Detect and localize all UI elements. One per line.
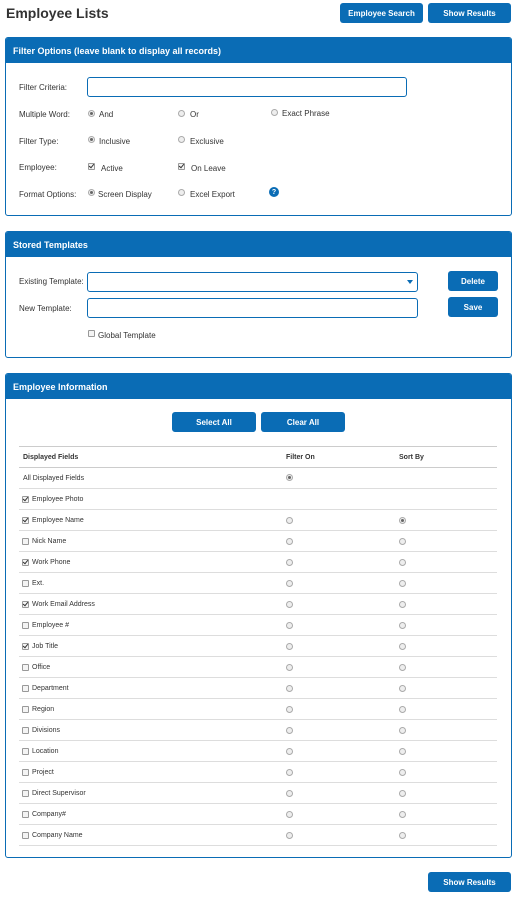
new-template-input[interactable] [87, 298, 418, 318]
sort-by-radio[interactable] [399, 559, 406, 566]
filter-on-radio[interactable] [286, 832, 293, 839]
format-screen-display-radio[interactable] [88, 189, 95, 196]
field-label: Company# [32, 811, 66, 818]
sort-by-radio[interactable] [399, 790, 406, 797]
save-template-button[interactable]: Save [448, 297, 498, 317]
help-question-icon[interactable]: ? [269, 187, 279, 197]
field-label: Company Name [32, 832, 83, 839]
filter-on-radio[interactable] [286, 811, 293, 818]
field-label: Employee Photo [32, 496, 84, 503]
multiple-word-label: Multiple Word: [19, 110, 70, 119]
sort-by-radio[interactable] [399, 769, 406, 776]
sort-by-radio[interactable] [399, 643, 406, 650]
new-template-label: New Template: [19, 304, 72, 313]
sort-by-radio[interactable] [399, 685, 406, 692]
all-fields-filter-radio[interactable] [286, 474, 293, 481]
sort-by-radio[interactable] [399, 832, 406, 839]
field-checkbox[interactable] [22, 538, 29, 545]
field-label: Office [32, 664, 51, 671]
table-row [19, 510, 497, 531]
format-options-label: Format Options: [19, 190, 77, 199]
filter-on-radio[interactable] [286, 601, 293, 608]
field-checkbox[interactable] [22, 706, 29, 713]
sort-by-radio[interactable] [399, 517, 406, 524]
sort-by-radio[interactable] [399, 727, 406, 734]
multiple-word-and-radio[interactable] [88, 110, 95, 117]
filter-on-radio[interactable] [286, 580, 293, 587]
table-row [19, 741, 497, 762]
field-checkbox[interactable] [22, 517, 29, 524]
filter-on-radio[interactable] [286, 622, 293, 629]
show-results-button-top[interactable]: Show Results [428, 3, 511, 23]
table-row-all-displayed-fields [19, 468, 497, 489]
field-checkbox[interactable] [22, 559, 29, 566]
filter-on-radio[interactable] [286, 769, 293, 776]
header-filter-on: Filter On [286, 454, 315, 461]
sort-by-radio[interactable] [399, 538, 406, 545]
employee-active-checkbox[interactable] [88, 163, 95, 170]
header-displayed-fields: Displayed Fields [23, 454, 79, 461]
employee-on-leave-label: On Leave [191, 164, 226, 173]
field-label: Location [32, 748, 59, 755]
sort-by-radio[interactable] [399, 811, 406, 818]
filter-on-radio[interactable] [286, 727, 293, 734]
field-label: Direct Supervisor [32, 790, 86, 797]
table-row [19, 783, 497, 804]
employee-active-label: Active [101, 164, 123, 173]
field-label: Work Email Address [32, 601, 95, 608]
filter-on-radio[interactable] [286, 517, 293, 524]
field-label: Ext. [32, 580, 45, 587]
field-checkbox[interactable] [22, 769, 29, 776]
table-row [19, 825, 497, 846]
table-row [19, 552, 497, 573]
stored-templates-panel [5, 231, 512, 358]
field-checkbox[interactable] [22, 685, 29, 692]
table-row [19, 636, 497, 657]
page-title: Employee Lists [6, 5, 109, 21]
filter-on-radio[interactable] [286, 748, 293, 755]
filter-on-radio[interactable] [286, 643, 293, 650]
field-checkbox[interactable] [22, 727, 29, 734]
filter-on-radio[interactable] [286, 706, 293, 713]
filter-on-radio[interactable] [286, 664, 293, 671]
field-checkbox[interactable] [22, 811, 29, 818]
clear-all-button[interactable]: Clear All [261, 412, 345, 432]
field-checkbox[interactable] [22, 601, 29, 608]
filter-on-radio[interactable] [286, 559, 293, 566]
table-row [19, 531, 497, 552]
filter-type-inclusive-radio[interactable] [88, 136, 95, 143]
filter-criteria-label: Filter Criteria: [19, 83, 68, 92]
field-label: Divisions [32, 727, 61, 734]
show-results-button-bottom[interactable]: Show Results [428, 872, 511, 892]
sort-by-radio[interactable] [399, 706, 406, 713]
field-label: Region [32, 706, 55, 713]
field-checkbox[interactable] [22, 643, 29, 650]
filter-type-label: Filter Type: [19, 137, 59, 146]
sort-by-radio[interactable] [399, 580, 406, 587]
field-checkbox[interactable] [22, 790, 29, 797]
filter-type-exclusive-label: Exclusive [190, 137, 224, 146]
field-label: Work Phone [32, 559, 71, 566]
table-row [19, 720, 497, 741]
multiple-word-exact-label: Exact Phrase [282, 109, 330, 118]
multiple-word-or-radio[interactable] [178, 110, 185, 117]
sort-by-radio[interactable] [399, 748, 406, 755]
filter-type-inclusive-label: Inclusive [99, 137, 131, 146]
field-label: Employee Name [32, 517, 84, 524]
employee-search-button[interactable]: Employee Search [340, 3, 423, 23]
field-checkbox[interactable] [22, 622, 29, 629]
table-row [19, 489, 497, 510]
header-sort-by: Sort By [399, 454, 424, 461]
filter-on-radio[interactable] [286, 790, 293, 797]
sort-by-radio[interactable] [399, 601, 406, 608]
field-label: Department [32, 685, 69, 692]
field-checkbox[interactable] [22, 580, 29, 587]
employee-on-leave-checkbox[interactable] [178, 163, 185, 170]
multiple-word-exact-radio[interactable] [271, 109, 278, 116]
employee-information-panel [5, 373, 512, 858]
filter-options-header: Filter Options (leave blank to display all records) [6, 38, 511, 63]
field-label: Employee # [32, 622, 69, 629]
field-checkbox[interactable] [22, 832, 29, 839]
table-row [19, 573, 497, 594]
field-checkbox[interactable] [22, 664, 29, 671]
all-displayed-fields-label: All Displayed Fields [23, 475, 85, 482]
table-row [19, 678, 497, 699]
filter-on-radio[interactable] [286, 685, 293, 692]
filter-on-radio[interactable] [286, 538, 293, 545]
filter-options-panel [5, 37, 512, 216]
global-template-checkbox[interactable] [88, 330, 95, 337]
table-row [19, 699, 497, 720]
sort-by-radio[interactable] [399, 664, 406, 671]
field-label: Job Title [32, 643, 59, 650]
employee-label: Employee: [19, 163, 57, 172]
table-row [19, 804, 497, 825]
table-row [19, 594, 497, 615]
sort-by-radio[interactable] [399, 622, 406, 629]
chevron-down-icon [407, 280, 413, 284]
multiple-word-or-label: Or [190, 110, 199, 119]
format-screen-display-label: Screen Display [98, 190, 152, 199]
employee-information-header: Employee Information [6, 374, 511, 399]
select-all-button[interactable]: Select All [172, 412, 256, 432]
field-checkbox[interactable] [22, 496, 29, 503]
field-label: Nick Name [32, 538, 67, 545]
format-excel-export-radio[interactable] [178, 189, 185, 196]
fields-table-header [19, 446, 497, 468]
field-label: Project [32, 769, 54, 776]
existing-template-label: Existing Template: [19, 277, 84, 286]
existing-template-select[interactable] [87, 272, 418, 292]
multiple-word-and-label: And [99, 110, 114, 119]
format-excel-export-label: Excel Export [190, 190, 235, 199]
delete-template-button[interactable]: Delete [448, 271, 498, 291]
stored-templates-header: Stored Templates [6, 232, 511, 257]
fields-table [19, 446, 497, 846]
table-row [19, 615, 497, 636]
global-template-label: Global Template [98, 331, 156, 340]
table-row [19, 762, 497, 783]
field-checkbox[interactable] [22, 748, 29, 755]
filter-type-exclusive-radio[interactable] [178, 136, 185, 143]
table-row [19, 657, 497, 678]
filter-criteria-input[interactable] [87, 77, 407, 97]
